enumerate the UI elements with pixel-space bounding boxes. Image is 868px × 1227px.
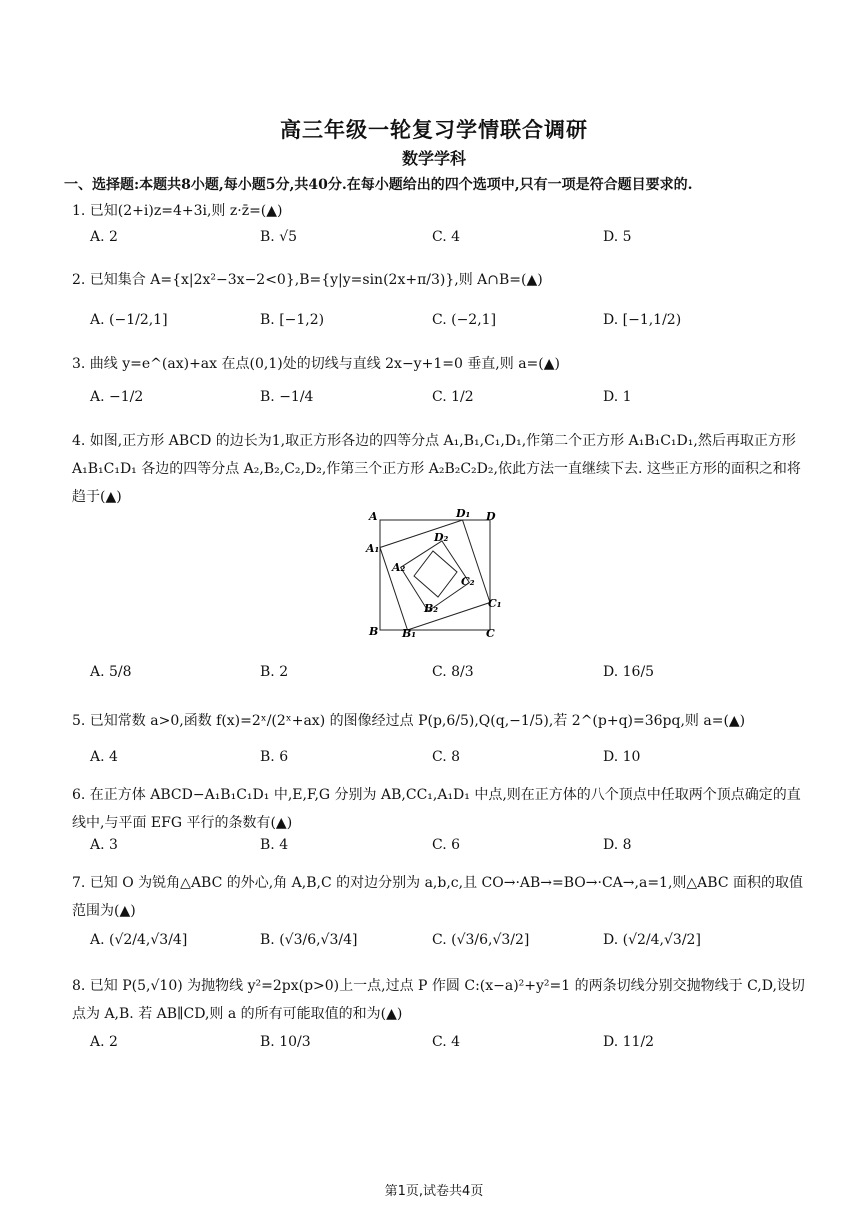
section-instructions: 一、选择题:本题共8小题,每小题5分,共40分.在每小题给出的四个选项中,只有一项是符合题目要求的. (64, 177, 693, 193)
option-b: B. [−1,2) (260, 312, 325, 328)
question-4-options (90, 664, 790, 704)
question-7: 7. 已知 O 为锐角△ABC 的外心,角 A,B,C 的对边分别为 a,b,c,且 CO→·AB→=BO→·CA→,a=1,则△ABC 面积的取值范围为(▲) (72, 875, 803, 919)
option-c: C. (−2,1] (432, 312, 497, 328)
figure-label: A (369, 510, 378, 523)
option-a: A. (√2/4,√3/4] (90, 932, 188, 948)
figure-label: B (369, 625, 379, 638)
option-b: B. −1/4 (260, 389, 314, 405)
option-b: B. √5 (260, 229, 298, 245)
question-2: 2. 已知集合 A={x|2x²−3x−2<0},B={y|y=sin(2x+π/3)},则 A∩B=(▲) (72, 272, 543, 288)
option-a: A. 4 (90, 749, 118, 765)
question-5: 5. 已知常数 a>0,函数 f(x)=2ˣ/(2ˣ+ax) 的图像经过点 P(p,6/5),Q(q,−1/5),若 2^(p+q)=36pq,则 a=(▲) (72, 713, 746, 729)
option-c: C. 1/2 (432, 389, 474, 405)
question-3: 3. 曲线 y=e^(ax)+ax 在点(0,1)处的切线与直线 2x−y+1=0 垂直,则 a=(▲) (72, 356, 560, 372)
question-4: 4. 如图,正方形 ABCD 的边长为1,取正方形各边的四等分点 A₁,B₁,C₁,D₁,作第二个正方形 A₁B₁C₁D₁,然后再取正方形 A₁B₁C₁D₁ 各边的四等分点 A₂,B₂,C₂,D₂,作第三个正方形 A₂B₂C₂D₂,依此方法一直继续下去. 这些正方形的面积之和将趋于(▲) (72, 433, 801, 505)
option-b: B. 10/3 (260, 1034, 311, 1050)
figure-label: D₁ (456, 507, 471, 520)
option-c: C. 8 (432, 749, 461, 765)
option-d: D. 11/2 (603, 1034, 655, 1050)
figure-label: D₂ (434, 531, 449, 544)
question-2-options (90, 312, 790, 352)
option-a: A. 2 (90, 229, 118, 245)
question-7-options (90, 932, 790, 972)
option-d: D. 16/5 (603, 664, 655, 680)
figure-label: C₁ (488, 597, 502, 610)
figure-label: A₁ (366, 542, 380, 555)
option-a: A. −1/2 (90, 389, 144, 405)
figure-label: B₂ (424, 602, 439, 615)
figure-label: B₁ (402, 627, 417, 640)
option-a: A. 2 (90, 1034, 118, 1050)
option-d: D. (√2/4,√3/2] (603, 932, 701, 948)
option-b: B. 2 (260, 664, 289, 680)
option-a: A. 5/8 (90, 664, 132, 680)
option-c: C. 8/3 (432, 664, 474, 680)
figure-label: C₂ (461, 575, 475, 588)
question-1-options (90, 229, 790, 269)
question-8-options (90, 1034, 790, 1074)
option-c: C. 4 (432, 1034, 461, 1050)
option-b: B. (√3/6,√3/4] (260, 932, 358, 948)
option-b: B. 6 (260, 749, 289, 765)
option-d: D. 8 (603, 837, 632, 853)
nested-squares-figure (360, 505, 510, 645)
figure-label: C (486, 627, 495, 640)
exam-subtitle: 数学学科 (401, 149, 466, 168)
option-d: D. [−1,1/2) (603, 312, 682, 328)
option-d: D. 1 (603, 389, 632, 405)
question-8: 8. 已知 P(5,√10) 为抛物线 y²=2px(p>0)上一点,过点 P 作圆 C:(x−a)²+y²=1 的两条切线分别交抛物线于 C,D,设切点为 A,B. 若 AB∥CD,则 a 的所有可能取值的和为(▲) (72, 978, 805, 1022)
option-a: A. (−1/2,1] (90, 312, 168, 328)
option-c: C. 4 (432, 229, 461, 245)
exam-title: 高三年级一轮复习学情联合调研 (280, 117, 588, 142)
question-6: 6. 在正方体 ABCD−A₁B₁C₁D₁ 中,E,F,G 分别为 AB,CC₁,A₁D₁ 中点,则在正方体的八个顶点中任取两个顶点确定的直线中,与平面 EFG 平行的条数有(▲) (72, 787, 801, 831)
option-c: C. (√3/6,√3/2] (432, 932, 530, 948)
figure-label: D (486, 510, 496, 523)
figure-label: A₂ (392, 561, 406, 574)
option-c: C. 6 (432, 837, 461, 853)
option-d: D. 10 (603, 749, 641, 765)
page-footer: 第1页,试卷共4页 (384, 1184, 484, 1199)
option-a: A. 3 (90, 837, 118, 853)
option-b: B. 4 (260, 837, 289, 853)
option-d: D. 5 (603, 229, 632, 245)
question-3-options (90, 389, 790, 429)
question-1: 1. 已知(2+i)z=4+3i,则 z·z̄=(▲) (72, 203, 283, 219)
